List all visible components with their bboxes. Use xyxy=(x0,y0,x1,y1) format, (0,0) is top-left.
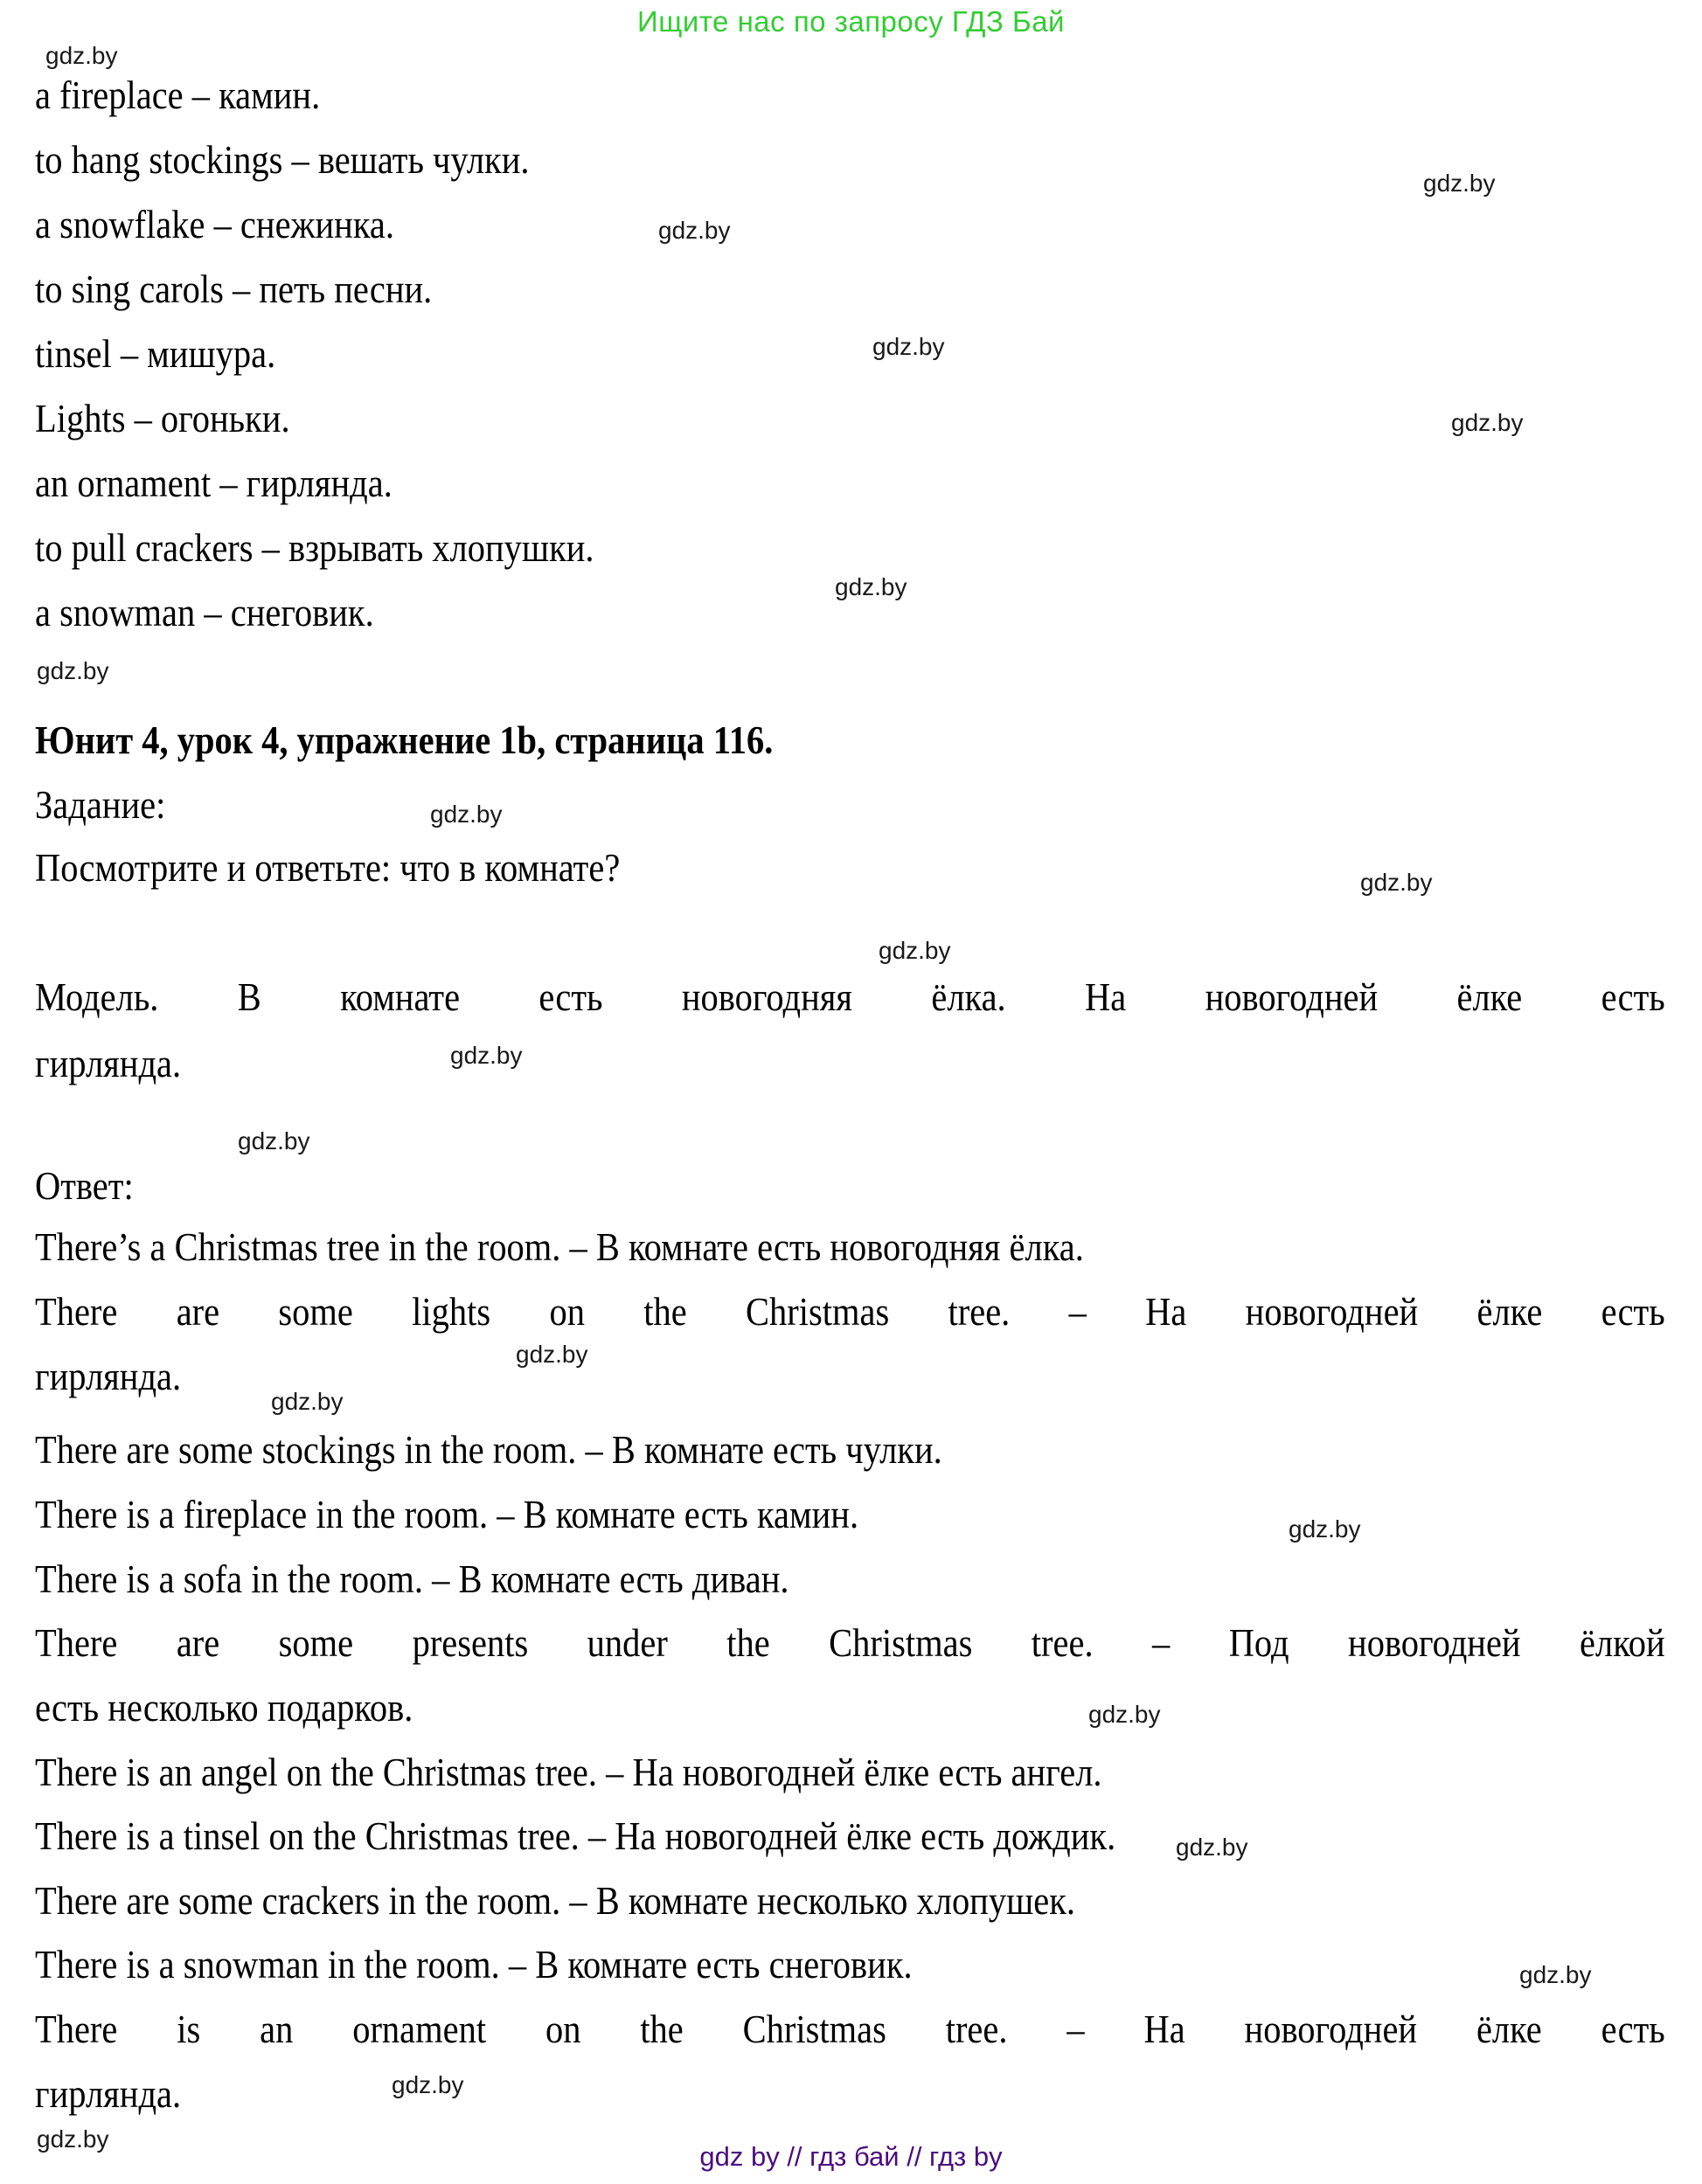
answer-line: There is an angel on the Christmas tree. – На новогодней ёлке есть ангел. xyxy=(35,1750,1102,1794)
watermark-gdz: gdz.by xyxy=(1360,869,1433,896)
vocab-line-lights: Lights – огоньки. xyxy=(35,396,290,440)
answer-line: There are some lights on the Christmas tree. – На новогодней ёлке есть xyxy=(35,1289,1665,1334)
answer-line: есть несколько подарков. xyxy=(35,1685,413,1730)
watermark-gdz: gdz.by xyxy=(45,42,118,69)
watermark-gdz: gdz.by xyxy=(516,1341,588,1368)
vocab-line-carols: to sing carols – петь песни. xyxy=(35,267,433,311)
answer-line: гирлянда. xyxy=(35,1354,182,1398)
promo-header: Ищите нас по запросу ГДЗ Бай xyxy=(637,5,1065,38)
exercise-heading: Юнит 4, урок 4, упражнение 1b, страница 116. xyxy=(35,718,774,762)
watermark-gdz: gdz.by xyxy=(658,217,731,244)
model-line-1: Модель. В комнате есть новогодняя ёлка. На новогодней ёлке есть xyxy=(35,974,1665,1019)
vocab-line-stockings: to hang stockings – вешать чулки. xyxy=(35,137,530,182)
footer-tags: gdz by // гдз бай // гдз by xyxy=(699,2141,1003,2172)
watermark-gdz: gdz.by xyxy=(1088,1701,1161,1728)
vocab-line-crackers: to pull crackers – взрывать хлопушки. xyxy=(35,525,594,570)
watermark-gdz: gdz.by xyxy=(450,1042,523,1069)
task-text: Посмотрите и ответьте: что в комнате? xyxy=(35,845,621,890)
watermark-gdz: gdz.by xyxy=(1289,1515,1361,1543)
answer-line: There is a sofa in the room. – В комнате есть диван. xyxy=(35,1557,789,1601)
answer-line: There is an ornament on the Christmas tree. – На новогодней ёлке есть xyxy=(35,2007,1665,2051)
watermark-gdz: gdz.by xyxy=(392,2071,464,2098)
watermark-gdz: gdz.by xyxy=(1519,1961,1592,1988)
watermark-gdz: gdz.by xyxy=(872,333,945,360)
watermark-gdz: gdz.by xyxy=(37,2125,109,2153)
answer-line: There are some crackers in the room. – В комнате несколько хлопушек. xyxy=(35,1878,1076,1923)
watermark-gdz: gdz.by xyxy=(271,1388,344,1415)
watermark-gdz: gdz.by xyxy=(1176,1834,1248,1861)
answer-line: There is a tinsel on the Christmas tree. – На новогодней ёлке есть дождик. xyxy=(35,1813,1116,1858)
watermark-gdz: gdz.by xyxy=(238,1127,310,1154)
watermark-gdz: gdz.by xyxy=(835,573,907,600)
watermark-gdz: gdz.by xyxy=(1451,409,1524,436)
answer-line: There is a snowman in the room. – В комнате есть снеговик. xyxy=(35,1942,913,1986)
answer-line: There is a fireplace in the room. – В комнате есть камин. xyxy=(35,1492,859,1536)
vocab-line-fireplace: a fireplace – камин. xyxy=(35,73,321,117)
answer-line: There are some presents under the Christmas tree. – Под новогодней ёлкой xyxy=(35,1620,1665,1665)
answer-line: гирлянда. xyxy=(35,2071,182,2116)
answer-label: Ответ: xyxy=(35,1163,134,1208)
model-line-2: гирлянда. xyxy=(35,1041,182,1085)
vocab-line-tinsel: tinsel – мишура. xyxy=(35,331,276,376)
watermark-gdz: gdz.by xyxy=(1423,170,1496,197)
answer-line: There are some stockings in the room. – В комнате есть чулки. xyxy=(35,1427,942,1472)
watermark-gdz: gdz.by xyxy=(37,657,109,684)
watermark-gdz: gdz.by xyxy=(430,801,503,828)
vocab-line-ornament: an ornament – гирлянда. xyxy=(35,461,393,505)
vocab-line-snowflake: a snowflake – снежинка. xyxy=(35,202,394,246)
watermark-gdz: gdz.by xyxy=(879,937,951,964)
vocab-line-snowman: a snowman – снеговик. xyxy=(35,590,374,634)
task-label: Задание: xyxy=(35,782,166,827)
answer-line: There’s a Christmas tree in the room. – В комнате есть новогодняя ёлка. xyxy=(35,1224,1084,1269)
